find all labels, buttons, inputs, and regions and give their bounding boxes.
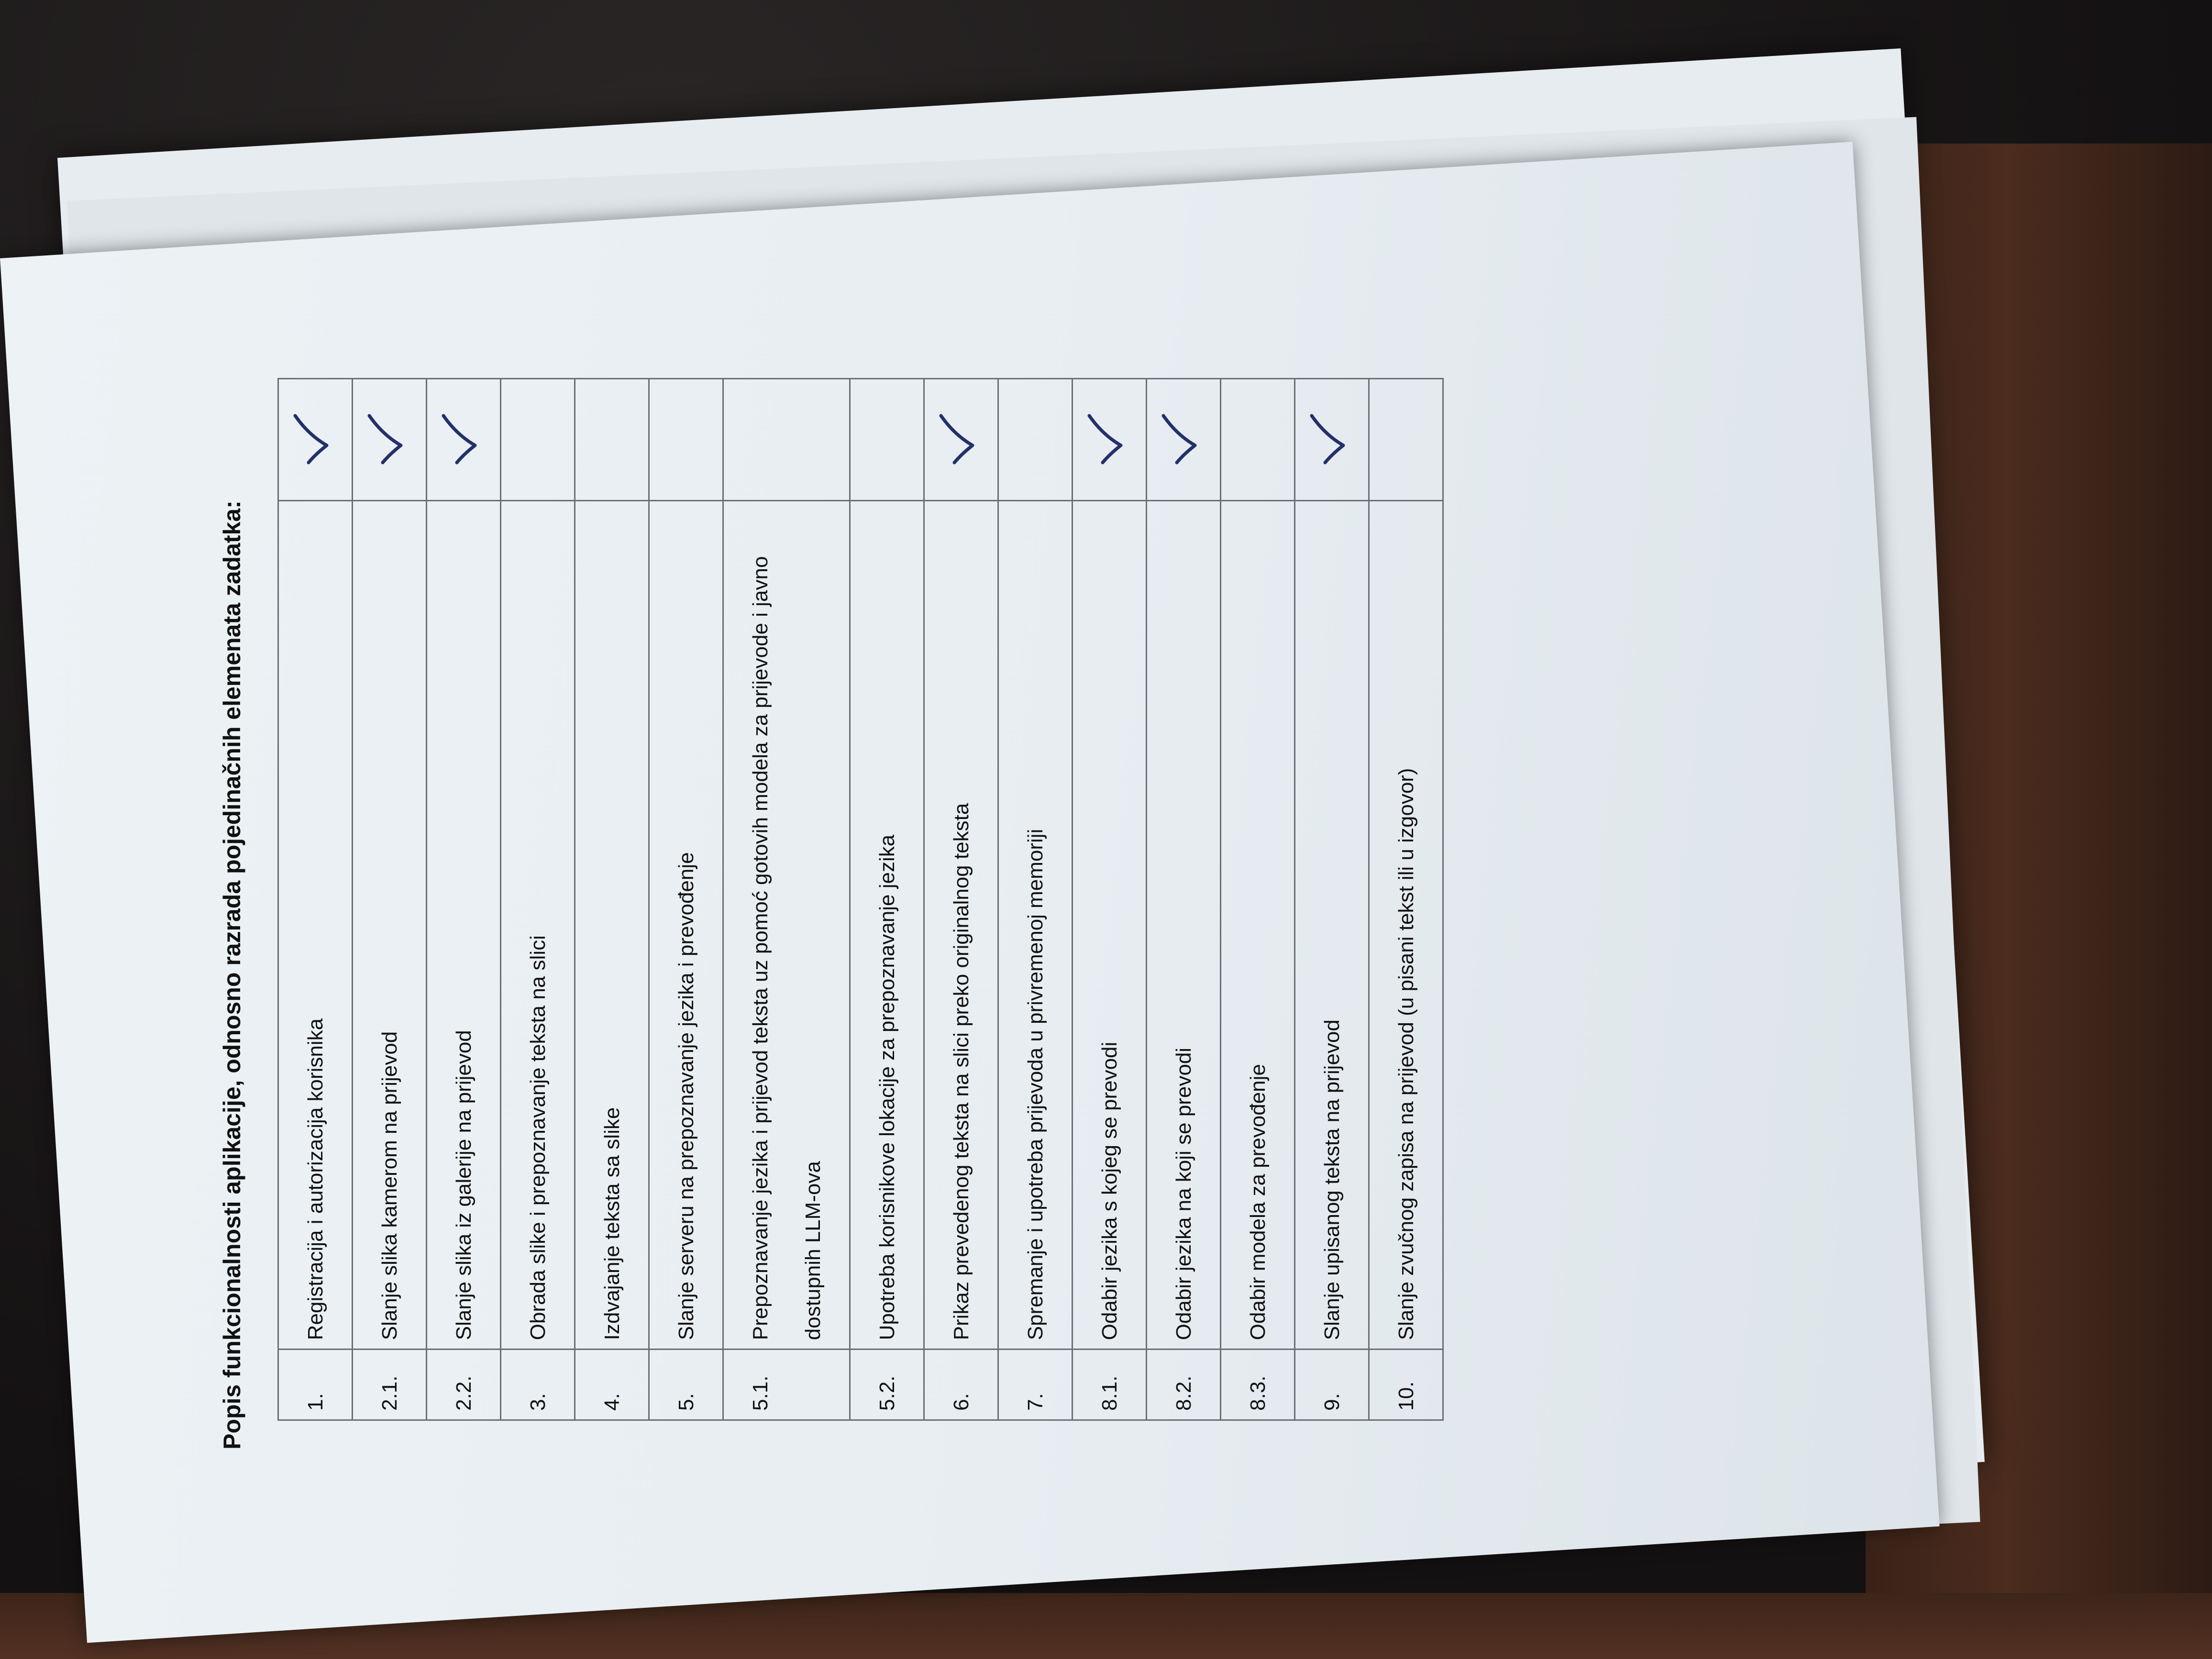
row-number: 5.2. xyxy=(850,1349,924,1420)
row-check-cell xyxy=(427,379,501,501)
checkmark-stroke xyxy=(1312,416,1343,463)
row-check-cell xyxy=(1221,379,1295,501)
table-row xyxy=(1073,379,1147,1420)
checkmark-stroke xyxy=(1163,416,1195,463)
row-number: 1. xyxy=(278,1349,353,1420)
row-description: Slanje upisanog teksta na prijevod xyxy=(1295,501,1369,1349)
row-number: 8.2. xyxy=(1147,1349,1221,1420)
row-description: Izdvajanje teksta sa slike xyxy=(575,501,649,1349)
row-check-cell xyxy=(649,379,723,501)
table-row xyxy=(1295,379,1369,1420)
checkmark-icon xyxy=(289,411,332,468)
checkmark-stroke xyxy=(1089,416,1121,463)
functionality-table-body xyxy=(278,379,1443,1420)
row-number: 6. xyxy=(924,1349,998,1420)
checkmark-stroke xyxy=(443,416,475,463)
row-number: 8.1. xyxy=(1073,1349,1147,1420)
table-row xyxy=(278,379,353,1420)
row-number: 7. xyxy=(998,1349,1073,1420)
table-row xyxy=(1369,379,1443,1420)
row-check-cell xyxy=(998,379,1073,501)
row-description: Prikaz prevedenog teksta na slici preko originalnog teksta xyxy=(924,501,998,1349)
row-number: 10. xyxy=(1369,1349,1443,1420)
row-description: Registracija i autorizacija korisnika xyxy=(278,501,353,1349)
row-check-cell xyxy=(1295,379,1369,501)
table-row xyxy=(501,379,575,1420)
checkmark-stroke xyxy=(941,416,973,463)
table-row xyxy=(998,379,1073,1420)
row-description: Odabir modela za prevođenje xyxy=(1221,501,1295,1349)
row-description: Prepoznavanje jezika i prijevod teksta uz pomoć gotovih modela za prijevode i javno dostupnih LLM-ova xyxy=(723,501,850,1349)
row-description: Odabir jezika na koji se prevodi xyxy=(1147,501,1221,1349)
row-number: 2.1. xyxy=(353,1349,427,1420)
row-description: Slanje zvučnog zapisa na prijevod (u pisani tekst ili u izgovor) xyxy=(1369,501,1443,1349)
table-row xyxy=(575,379,649,1420)
table-row xyxy=(924,379,998,1420)
row-check-cell xyxy=(924,379,998,501)
row-check-cell xyxy=(278,379,353,501)
row-number: 5. xyxy=(649,1349,723,1420)
row-description: Upotreba korisnikove lokacije za prepoznavanje jezika xyxy=(850,501,924,1349)
document-title: Popis funkcionalnosti aplikacije, odnosno razrada pojedinačnih elemenata zadatka: xyxy=(219,500,245,1449)
row-description: Spremanje i upotreba prijevoda u privremenoj memoriji xyxy=(998,501,1073,1349)
row-description: Slanje serveru na prepoznavanje jezika i prevođenje xyxy=(649,501,723,1349)
table-row xyxy=(1147,379,1221,1420)
checkmark-icon xyxy=(1306,411,1349,468)
row-number: 3. xyxy=(501,1349,575,1420)
table-row xyxy=(353,379,427,1420)
table-row xyxy=(1221,379,1295,1420)
checkmark-icon xyxy=(364,411,407,468)
row-check-cell xyxy=(1147,379,1221,501)
row-number: 2.2. xyxy=(427,1349,501,1420)
row-number: 8.3. xyxy=(1221,1349,1295,1420)
row-number: 4. xyxy=(575,1349,649,1420)
table-row xyxy=(723,379,850,1420)
row-check-cell xyxy=(501,379,575,501)
checkmark-stroke xyxy=(369,416,401,463)
row-check-cell xyxy=(1073,379,1147,501)
row-description: Slanje slika kamerom na prijevod xyxy=(353,501,427,1349)
row-description: Odabir jezika s kojeg se prevodi xyxy=(1073,501,1147,1349)
checkmark-icon xyxy=(935,411,978,468)
row-number: 9. xyxy=(1295,1349,1369,1420)
row-check-cell xyxy=(1369,379,1443,501)
table-row xyxy=(649,379,723,1420)
checkmark-stroke xyxy=(295,416,327,463)
row-check-cell xyxy=(353,379,427,501)
row-number: 5.1. xyxy=(723,1349,850,1420)
table-row xyxy=(427,379,501,1420)
row-check-cell xyxy=(850,379,924,501)
row-description: Obrada slike i prepoznavanje teksta na slici xyxy=(501,501,575,1349)
checkmark-icon xyxy=(1084,411,1127,468)
row-description: Slanje slika iz galerije na prijevod xyxy=(427,501,501,1349)
document xyxy=(206,254,1449,1449)
checkmark-icon xyxy=(438,411,481,468)
functionality-table xyxy=(277,378,1444,1421)
checkmark-icon xyxy=(1158,411,1201,468)
table-row xyxy=(850,379,924,1420)
row-check-cell xyxy=(723,379,850,501)
row-check-cell xyxy=(575,379,649,501)
